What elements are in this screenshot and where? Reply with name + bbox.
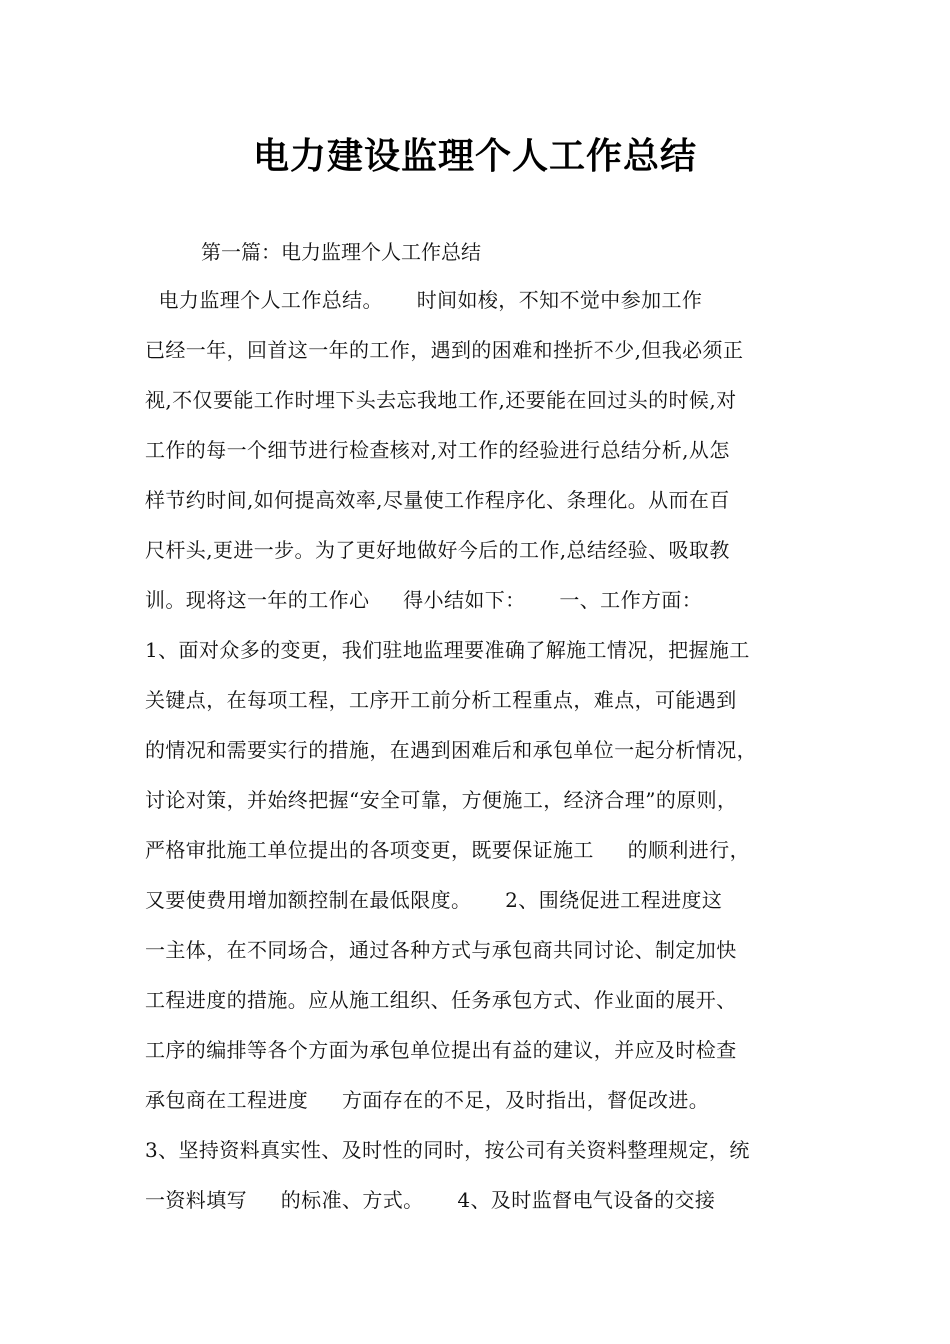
body-line: 1、面对众多的变更，我们驻地监理要准确了解施工情况，把握施工: [145, 638, 750, 662]
body-line: 的情况和需要实行的措施，在遇到困难后和承包单位一起分析情况，: [145, 738, 757, 762]
body-line: 已经一年，回首这一年的工作，遇到的困难和挫折不少,但我必须正: [145, 338, 744, 362]
body-line: 工程进度的措施。应从施工组织、任务承包方式、作业面的展开、: [145, 988, 737, 1012]
body-line: 电力监理个人工作总结。 时间如梭，不知不觉中参加工作: [145, 288, 703, 312]
section-heading: 第一篇：电力监理个人工作总结: [201, 240, 481, 264]
body-line: 工序的编排等各个方面为承包单位提出有益的建议，并应及时检查: [145, 1038, 737, 1062]
body-line: 承包商在工程进度 方面存在的不足，及时指出，督促改进。: [145, 1088, 710, 1112]
body-line: 一主体，在不同场合，通过各种方式与承包商共同讨论、制定加快: [145, 938, 737, 962]
body-line: 训。现将这一年的工作心 得小结如下： 一、工作方面：: [145, 588, 703, 612]
body-line: 严格审批施工单位提出的各项变更，既要保证施工 的顺利进行，: [145, 838, 750, 862]
body-line: 关键点，在每项工程，工序开工前分析工程重点，难点，可能遇到: [145, 688, 737, 712]
body-line: 讨论对策，并始终把握“安全可靠，方便施工，经济合理”的原则，: [145, 788, 738, 812]
body-line: 又要使费用增加额控制在最低限度。 2、围绕促进工程进度这: [145, 888, 723, 912]
document-title: 电力建设监理个人工作总结: [252, 136, 697, 177]
body-line: 工作的每一个细节进行检查核对,对工作的经验进行总结分析,从怎: [145, 438, 730, 462]
body-line: 样节约时间,如何提高效率,尽量使工作程序化、条理化。从而在百: [145, 488, 730, 512]
body-line: 尺杆头,更进一步。为了更好地做好今后的工作,总结经验、吸取教: [145, 538, 730, 562]
body-line: 3、坚持资料真实性、及时性的同时，按公司有关资料整理规定，统: [145, 1138, 750, 1162]
body-line: 一资料填写 的标准、方式。 4、及时监督电气设备的交接: [145, 1188, 716, 1212]
body-line: 视,不仅要能工作时埋下头去忘我地工作,还要能在回过头的时候,对: [145, 388, 737, 412]
